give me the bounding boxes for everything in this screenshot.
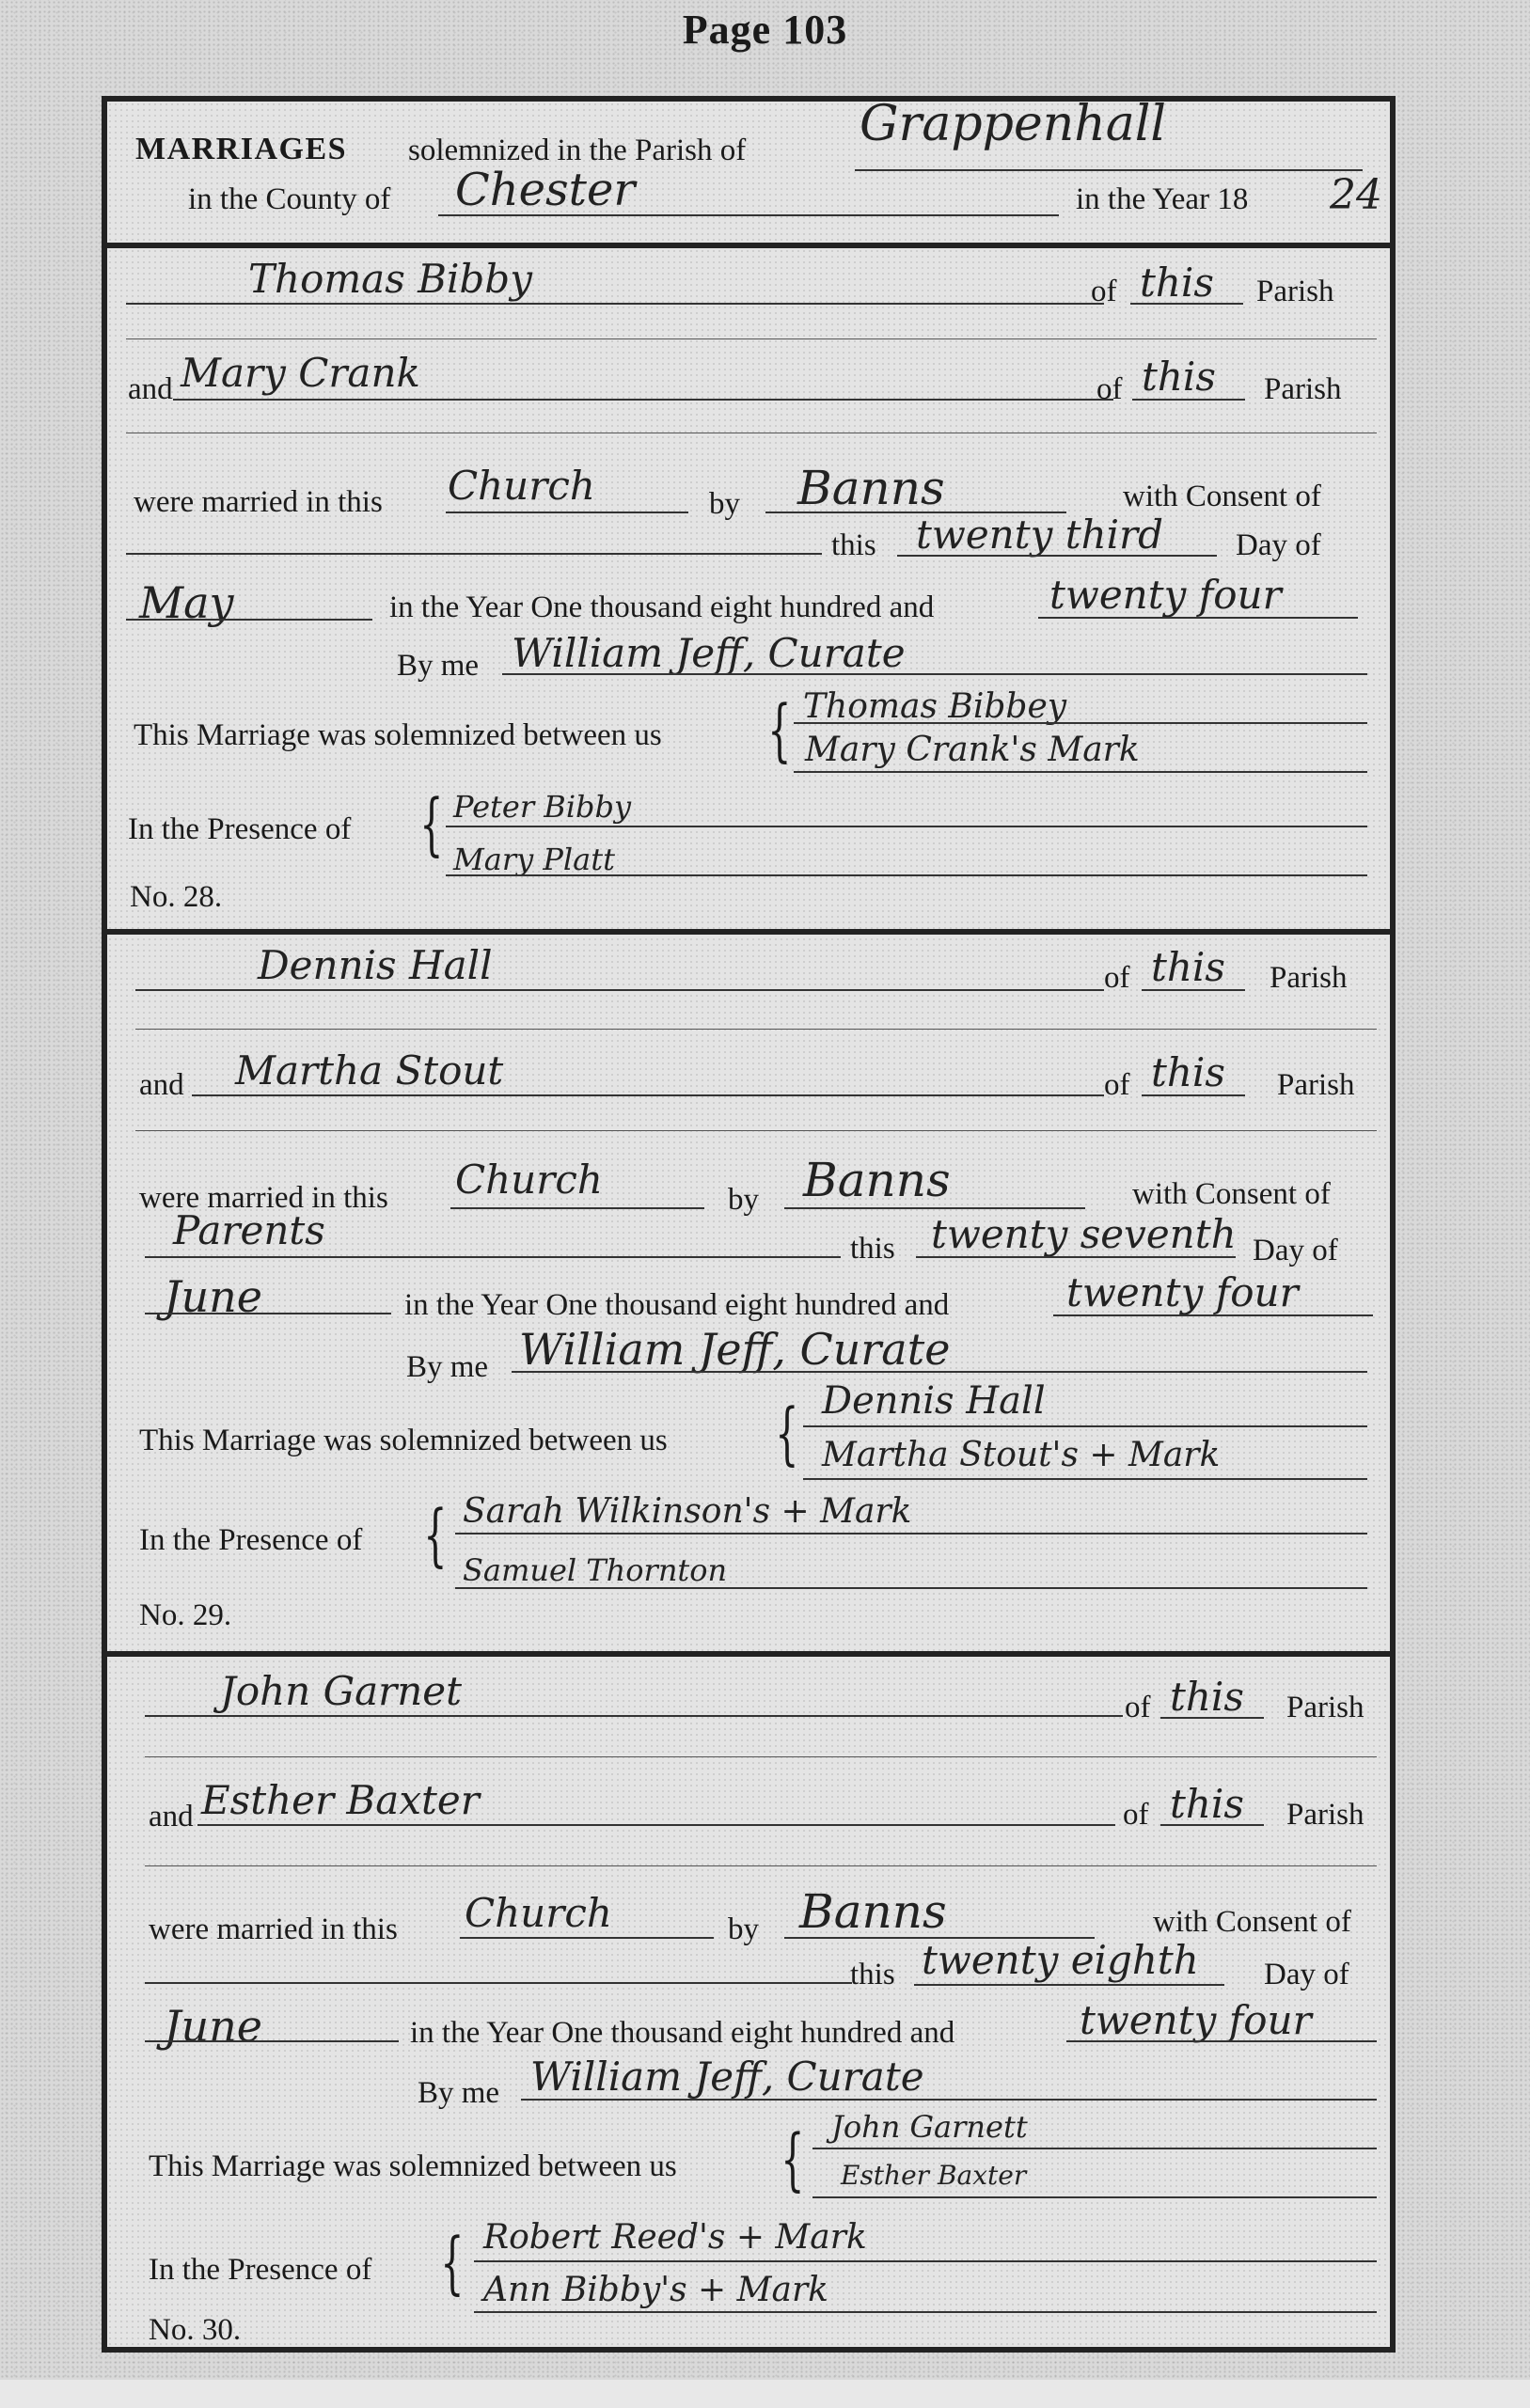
witness-1: Peter Bibby <box>453 789 632 825</box>
signature-bride: Martha Stout's + Mark <box>822 1436 1221 1474</box>
header-county-label: in the County of <box>188 182 391 216</box>
groom-of-value: this <box>1170 1674 1244 1720</box>
consent-label: with Consent of <box>1153 1905 1351 1939</box>
by-value: Banns <box>797 461 945 515</box>
witness-2: Mary Platt <box>453 842 615 877</box>
year-value: twenty four <box>1066 1269 1299 1315</box>
by-label: by <box>709 487 740 521</box>
day-of-label: Day of <box>1253 1234 1338 1267</box>
day-value: twenty seventh <box>931 1211 1237 1257</box>
witness-2: Ann Bibby's + Mark <box>483 2271 828 2309</box>
bride-of-value: this <box>1142 354 1216 400</box>
groom-of-label: of <box>1104 961 1130 995</box>
married-in-label: were married in this <box>149 1912 398 1946</box>
year-value: twenty four <box>1080 1997 1312 2043</box>
solemnized-label: This Marriage was solemnized between us <box>139 1424 668 1457</box>
year-value: twenty four <box>1049 572 1282 618</box>
brace-sign: { <box>781 2119 805 2198</box>
year-label: in the Year One thousand eight hundred and <box>410 2016 955 2050</box>
bride-and-label: and <box>139 1068 184 1102</box>
bride-of-label: of <box>1104 1068 1130 1102</box>
page-number: Page 103 <box>682 7 848 53</box>
place-value: Church <box>448 463 595 509</box>
witness-1: Sarah Wilkinson's + Mark <box>463 1492 912 1531</box>
entry-number: No. 30. <box>149 2313 242 2347</box>
place-value: Church <box>465 1890 612 1936</box>
bride-and-label: and <box>128 372 173 406</box>
officiant-value: William Jeff, Curate <box>519 1324 951 1375</box>
groom-of-value: this <box>1140 260 1214 306</box>
bride-of-label: of <box>1123 1798 1149 1832</box>
brace-presence: { <box>419 784 444 863</box>
bride-of-label: of <box>1096 372 1123 406</box>
by-value: Banns <box>799 1884 947 1939</box>
bride-parish-label: Parish <box>1286 1798 1364 1832</box>
consent-value: Parents <box>173 1207 325 1253</box>
witness-1: Robert Reed's + Mark <box>483 2218 867 2257</box>
register-page <box>102 96 1396 2353</box>
signature-bride: Esther Baxter <box>841 2160 1027 2191</box>
presence-label: In the Presence of <box>139 1523 363 1557</box>
this-label: this <box>850 1958 895 1991</box>
bride-of-value: this <box>1170 1781 1244 1827</box>
by-label: by <box>728 1183 759 1217</box>
by-label: by <box>728 1912 759 1946</box>
bride-parish-label: Parish <box>1264 372 1342 406</box>
month-value: May <box>139 577 234 628</box>
header-year-label: in the Year 18 <box>1076 182 1249 216</box>
month-value: June <box>164 1271 262 1322</box>
brace-presence: { <box>423 1495 448 1574</box>
bride-name: Martha Stout <box>235 1047 504 1094</box>
this-label: this <box>850 1232 895 1266</box>
header-year-value: 24 <box>1330 171 1382 219</box>
brace-presence: { <box>440 2223 465 2302</box>
by-me-label: By me <box>406 1350 489 1384</box>
married-in-label: were married in this <box>134 485 383 519</box>
brace-sign: { <box>767 690 792 769</box>
signature-groom: John Garnett <box>831 2109 1028 2145</box>
groom-name: John Garnet <box>220 1668 463 1714</box>
bride-name: Mary Crank <box>181 350 420 396</box>
header-parish-value: Grappenhall <box>860 96 1166 152</box>
year-label: in the Year One thousand eight hundred and <box>404 1288 950 1322</box>
by-me-label: By me <box>397 649 480 683</box>
header-parish-label: solemnized in the Parish of <box>408 134 747 167</box>
groom-parish-label: Parish <box>1286 1691 1364 1724</box>
groom-parish-label: Parish <box>1270 961 1348 995</box>
day-of-label: Day of <box>1264 1958 1349 1991</box>
solemnized-label: This Marriage was solemnized between us <box>149 2149 677 2183</box>
bride-of-value: this <box>1151 1049 1225 1095</box>
groom-name: Dennis Hall <box>258 942 493 988</box>
consent-label: with Consent of <box>1123 480 1321 513</box>
bride-and-label: and <box>149 1800 194 1834</box>
witness-2: Samuel Thornton <box>463 1552 728 1588</box>
place-value: Church <box>455 1157 603 1203</box>
groom-name: Thomas Bibby <box>248 256 532 302</box>
year-label: in the Year One thousand eight hundred and <box>389 590 935 624</box>
by-value: Banns <box>803 1153 951 1207</box>
bride-name: Esther Baxter <box>201 1777 480 1823</box>
this-label: this <box>831 528 876 562</box>
day-value: twenty third <box>916 512 1164 558</box>
married-in-label: were married in this <box>139 1181 388 1215</box>
presence-label: In the Presence of <box>149 2253 372 2287</box>
groom-parish-label: Parish <box>1256 275 1334 308</box>
bottom-margin <box>0 2380 1530 2408</box>
signature-groom: Thomas Bibbey <box>803 687 1067 726</box>
groom-of-label: of <box>1091 275 1117 308</box>
signature-groom: Dennis Hall <box>822 1379 1046 1423</box>
groom-of-value: this <box>1151 944 1225 990</box>
day-of-label: Day of <box>1236 528 1321 562</box>
officiant-value: William Jeff, Curate <box>512 630 906 676</box>
consent-label: with Consent of <box>1132 1177 1331 1211</box>
day-value: twenty eighth <box>922 1937 1199 1983</box>
by-me-label: By me <box>418 2076 500 2110</box>
month-value: June <box>164 2001 262 2052</box>
header-title: MARRIAGES <box>135 132 348 166</box>
groom-of-label: of <box>1125 1691 1151 1724</box>
solemnized-label: This Marriage was solemnized between us <box>134 718 662 752</box>
header-county-value: Chester <box>455 164 636 216</box>
entry-number: No. 28. <box>130 880 223 914</box>
bride-parish-label: Parish <box>1277 1068 1355 1102</box>
entry-number: No. 29. <box>139 1598 232 1632</box>
officiant-value: William Jeff, Curate <box>530 2054 924 2100</box>
presence-label: In the Presence of <box>128 812 352 846</box>
brace-sign: { <box>775 1393 799 1472</box>
signature-bride: Mary Crank's Mark <box>805 731 1140 769</box>
